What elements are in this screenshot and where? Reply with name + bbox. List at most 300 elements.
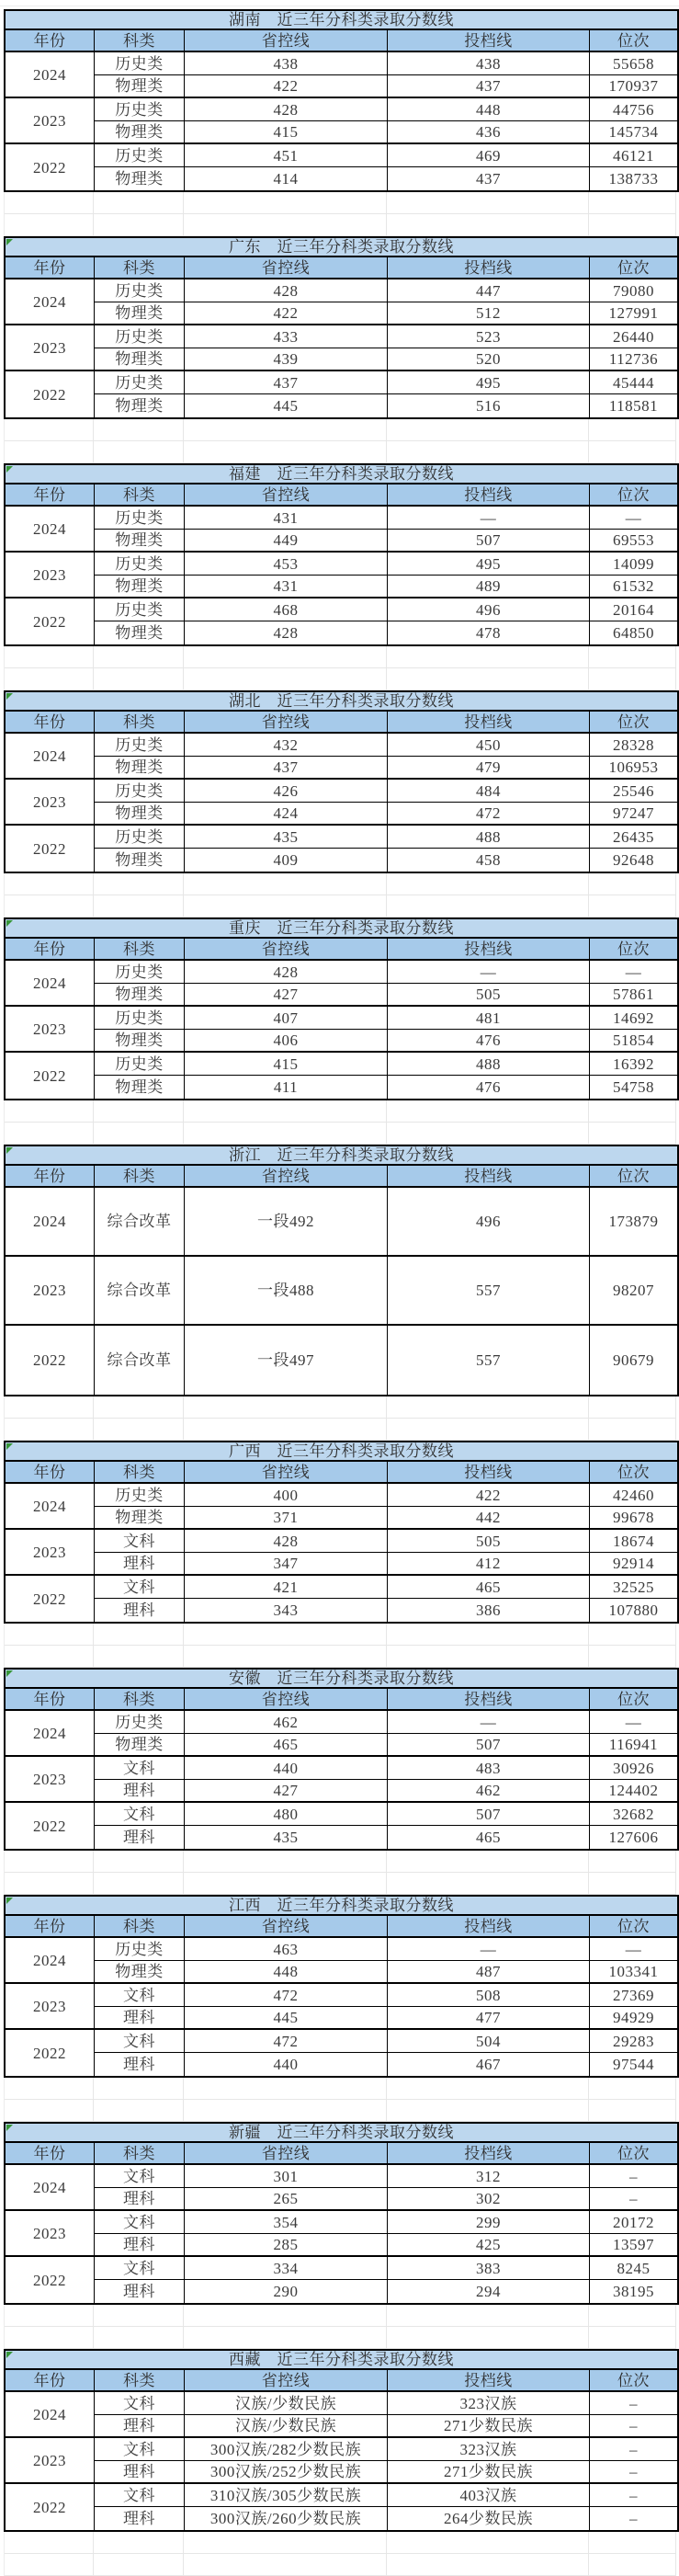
spacer-cell: [5, 2532, 94, 2554]
column-header-province-control-line: 省控线: [185, 939, 388, 961]
admission-line-cell: 507: [388, 530, 590, 553]
admission-line-cell: 465: [388, 1826, 590, 1849]
spacer-cell: [589, 1396, 676, 1419]
rank-cell: –: [590, 2415, 677, 2438]
score-table-fujian: [4, 463, 679, 646]
admission-line-cell: 557: [388, 1257, 590, 1326]
grid-spacer: [4, 1100, 678, 1145]
table-title: 湖南 近三年分科类录取分数线: [229, 11, 454, 28]
score-table-xizang: [4, 2349, 679, 2532]
spacer-cell: [589, 1100, 676, 1123]
table-title-cell: [6, 1442, 677, 1462]
rank-cell: 103341: [590, 1961, 677, 1984]
rank-cell: 64850: [613, 624, 654, 642]
control-line-cell: 427: [185, 1780, 388, 1803]
category-cell: 文科: [95, 1530, 185, 1553]
control-line-cell: 一段488: [185, 1257, 388, 1326]
spacer-cell: [94, 1419, 184, 1441]
grid-spacer: [4, 2305, 678, 2349]
column-header-category: 科类: [95, 712, 185, 734]
column-header-admission-line: 投档线: [388, 1462, 590, 1484]
year-cell: 2022: [6, 371, 95, 417]
spacer-cell: [5, 2100, 94, 2122]
category-cell: 理科: [95, 1826, 185, 1849]
admission-line-cell: 520: [388, 348, 590, 371]
spacer-cell: [5, 2554, 94, 2576]
spacer-cell: [184, 2327, 387, 2349]
rank-cell: –: [590, 2461, 677, 2484]
year-cell: 2024: [6, 507, 95, 553]
category-cell: 历史类: [95, 325, 185, 348]
rank-cell: 127606: [608, 1829, 659, 1846]
admission-line-cell: 422: [388, 1484, 590, 1507]
category-cell: 物理类: [95, 348, 185, 371]
admission-line-cell: 504: [388, 2030, 590, 2053]
spacer-cell: [184, 668, 387, 690]
column-header-rank: 位次: [590, 2370, 677, 2392]
corner-marker-icon: [6, 1443, 13, 1450]
control-line-cell: 424: [185, 803, 388, 826]
column-header-year: 年份: [6, 2370, 95, 2392]
control-line-cell: 432: [185, 734, 388, 757]
admission-line-cell: 425: [388, 2234, 590, 2257]
spacer-cell: [184, 419, 387, 441]
corner-marker-icon: [6, 920, 13, 927]
control-line-cell: 431: [185, 507, 388, 530]
spacer-cell: [94, 2532, 184, 2554]
admission-line-cell: 462: [388, 1780, 590, 1803]
category-cell: 物理类: [95, 803, 185, 826]
column-header-admission-line: 投档线: [388, 939, 590, 961]
rank-cell: 30926: [590, 1757, 677, 1780]
year-cell: 2024: [6, 1484, 95, 1530]
admission-line-cell: 508: [388, 1984, 590, 2007]
column-header-rank: 位次: [590, 30, 677, 52]
year-cell: 2024: [6, 2392, 95, 2438]
spacer-cell: [5, 646, 94, 668]
year-cell: 2023: [6, 1530, 95, 1576]
spacer-cell: [589, 1646, 676, 1668]
rank-cell: 61532: [590, 576, 677, 598]
admission-line-cell: 496: [388, 1188, 590, 1257]
control-line-cell: 468: [185, 598, 388, 621]
rank-cell: 170937: [590, 75, 677, 98]
year-cell: 2023: [6, 1257, 95, 1326]
admission-line-cell: 403汉族: [388, 2484, 590, 2507]
admission-line-cell: 302: [388, 2188, 590, 2211]
column-header-year: 年份: [6, 484, 95, 507]
category-cell: 理科: [95, 2188, 185, 2211]
corner-marker-icon: [6, 239, 13, 245]
spacer-cell: [589, 2100, 676, 2122]
rank-cell: 25546: [590, 780, 677, 803]
rank-cell: 20164: [590, 598, 677, 621]
corner-marker-icon: [6, 693, 13, 700]
sheet-top-margin: [0, 0, 679, 6]
rank-cell: 173879: [590, 1188, 677, 1257]
rank-cell: 69553: [590, 530, 677, 553]
admission-line-cell: 312: [388, 2165, 590, 2188]
admission-line-cell: 436: [388, 121, 590, 144]
spacer-cell: [184, 1851, 387, 1873]
spacer-cell: [5, 192, 94, 214]
rank-cell: 116941: [590, 1734, 677, 1757]
category-cell: 历史类: [95, 826, 185, 849]
grid-spacer: [4, 1851, 678, 1895]
grid-spacer: [4, 1396, 678, 1441]
corner-marker-icon: [6, 1147, 13, 1154]
category-cell: 物理类: [95, 757, 185, 780]
rank-cell: 26435: [590, 826, 677, 849]
admission-line-cell: 495: [388, 371, 590, 394]
control-line-cell: 一段497: [185, 1326, 388, 1395]
category-cell: 理科: [95, 2053, 185, 2076]
column-header-province-control-line: 省控线: [185, 30, 388, 52]
table-title-cell: [6, 2124, 677, 2143]
column-header-category: 科类: [95, 2370, 185, 2392]
category-cell: 综合改革: [95, 1326, 185, 1395]
category-cell: 物理类: [95, 121, 185, 144]
category-cell: 文科: [95, 2211, 185, 2234]
category-cell: 物理类: [95, 1734, 185, 1757]
admission-line-cell: 495: [388, 553, 590, 576]
score-table-guangxi: [4, 1441, 679, 1624]
rank-cell: 55658: [590, 52, 677, 75]
year-cell: 2022: [6, 826, 95, 872]
rank-cell: 90679: [613, 1351, 654, 1369]
year-cell: 2022: [6, 1326, 95, 1395]
year-cell: 2024: [6, 52, 95, 98]
table-title: 西藏 近三年分科类录取分数线: [229, 2351, 454, 2368]
spacer-cell: [387, 2554, 589, 2576]
spacer-cell: [589, 1851, 676, 1873]
spacer-cell: [5, 2327, 94, 2349]
column-header-year: 年份: [6, 1462, 95, 1484]
admission-line-cell: 472: [388, 803, 590, 826]
admission-line-cell: 271少数民族: [388, 2415, 590, 2438]
column-header-year: 年份: [6, 257, 95, 279]
rank-cell: 38195: [613, 2283, 654, 2300]
rank-cell: 124402: [590, 1780, 677, 1803]
column-header-category: 科类: [95, 30, 185, 52]
category-cell: 文科: [95, 1803, 185, 1826]
spacer-cell: [387, 2305, 589, 2327]
grid-spacer: [4, 192, 678, 236]
spacer-cell: [387, 668, 589, 690]
spacer-cell: [5, 1123, 94, 1145]
admission-line-cell: 383: [388, 2257, 590, 2280]
spacer-cell: [589, 873, 676, 895]
column-header-admission-line: 投档线: [388, 712, 590, 734]
admission-line-cell: 512: [388, 302, 590, 325]
spacer-cell: [5, 1851, 94, 1873]
control-line-cell: 409: [185, 849, 388, 872]
admission-line-cell: —: [388, 1938, 590, 1961]
control-line-cell: 汉族/少数民族: [185, 2415, 388, 2438]
admission-line-cell: 323汉族: [388, 2392, 590, 2415]
category-cell: 历史类: [95, 1938, 185, 1961]
column-header-province-control-line: 省控线: [185, 2143, 388, 2165]
score-table-zhejiang: [4, 1145, 679, 1396]
grid-spacer: [4, 2532, 678, 2576]
admission-line-cell: 437: [388, 75, 590, 98]
admission-line-cell: 448: [388, 98, 590, 121]
rank-cell: –: [590, 2438, 677, 2461]
year-cell: 2024: [6, 1938, 95, 1984]
admission-line-cell: 484: [388, 780, 590, 803]
control-line-cell: 428: [185, 961, 388, 984]
score-table-hunan: [4, 9, 679, 192]
year-cell: 2024: [6, 2165, 95, 2211]
spacer-cell: [184, 2554, 387, 2576]
corner-marker-icon: [6, 466, 13, 473]
score-table-xinjiang: [4, 2122, 679, 2305]
spacer-cell: [589, 2327, 676, 2349]
control-line-cell: 465: [185, 1734, 388, 1757]
spacer-cell: [184, 1100, 387, 1123]
spacer-cell: [387, 895, 589, 918]
column-header-year: 年份: [6, 30, 95, 52]
control-line-cell: 445: [185, 394, 388, 417]
control-line-cell: 427: [185, 984, 388, 1007]
spacer-cell: [184, 1419, 387, 1441]
spacer-cell: [387, 1851, 589, 1873]
admission-line-cell: 479: [388, 757, 590, 780]
category-cell: 理科: [95, 1553, 185, 1576]
spacer-cell: [94, 2100, 184, 2122]
spacer-cell: [387, 441, 589, 463]
spacer-cell: [387, 646, 589, 668]
admission-line-cell: —: [388, 507, 590, 530]
table-title: 安徽 近三年分科类录取分数线: [229, 1670, 454, 1687]
rank-cell: 97247: [590, 803, 677, 826]
control-line-cell: 414: [185, 167, 388, 190]
column-header-admission-line: 投档线: [388, 484, 590, 507]
spacer-cell: [5, 214, 94, 236]
control-line-cell: 300汉族/252少数民族: [185, 2461, 388, 2484]
control-line-cell: 449: [185, 530, 388, 553]
category-cell: 历史类: [95, 1053, 185, 1076]
rank-cell: –: [629, 2510, 638, 2527]
rank-cell: 27369: [590, 1984, 677, 2007]
spacer-cell: [94, 192, 184, 214]
category-cell: 物理类: [95, 302, 185, 325]
category-cell: 理科: [95, 2415, 185, 2438]
category-cell: 历史类: [95, 371, 185, 394]
year-cell: 2022: [6, 2484, 95, 2530]
spacer-cell: [94, 1624, 184, 1646]
spacer-cell: [5, 1646, 94, 1668]
column-header-year: 年份: [6, 1166, 95, 1188]
year-cell: 2023: [6, 1757, 95, 1803]
admission-line-cell: 450: [388, 734, 590, 757]
rank-cell: 13597: [590, 2234, 677, 2257]
control-line-cell: 480: [185, 1803, 388, 1826]
column-header-province-control-line: 省控线: [185, 257, 388, 279]
spacer-cell: [387, 1100, 589, 1123]
spacer-cell: [589, 192, 676, 214]
spacer-cell: [387, 2327, 589, 2349]
control-line-cell: 347: [185, 1553, 388, 1576]
admission-line-cell: 557: [388, 1326, 590, 1395]
spacer-cell: [589, 2554, 676, 2576]
spacer-cell: [184, 1624, 387, 1646]
column-header-admission-line: 投档线: [388, 1689, 590, 1711]
control-line-cell: 343: [185, 1599, 388, 1622]
category-cell: 物理类: [95, 576, 185, 598]
rank-cell: —: [590, 1938, 677, 1961]
spacer-cell: [387, 1123, 589, 1145]
rank-cell: 112736: [590, 348, 677, 371]
control-line-cell: 428: [185, 279, 388, 302]
admission-line-cell: —: [388, 1711, 590, 1734]
column-header-admission-line: 投档线: [388, 2370, 590, 2392]
rank-cell: –: [590, 2165, 677, 2188]
admission-line-cell: 487: [388, 1961, 590, 1984]
rank-cell: 94929: [590, 2007, 677, 2030]
column-header-year: 年份: [6, 712, 95, 734]
spacer-cell: [5, 873, 94, 895]
table-title-cell: [6, 692, 677, 712]
admission-line-cell: 516: [388, 394, 590, 417]
category-cell: 理科: [95, 2461, 185, 2484]
admission-line-cell: 271少数民族: [388, 2461, 590, 2484]
spacer-cell: [387, 873, 589, 895]
category-cell: 文科: [95, 1757, 185, 1780]
year-cell: 2023: [6, 553, 95, 598]
spacer-cell: [94, 1851, 184, 1873]
spacer-cell: [387, 1624, 589, 1646]
category-cell: 历史类: [95, 780, 185, 803]
category-cell: 历史类: [95, 1711, 185, 1734]
spacer-cell: [387, 2078, 589, 2100]
rank-cell: 32682: [590, 1803, 677, 1826]
control-line-cell: 265: [185, 2188, 388, 2211]
category-cell: 历史类: [95, 52, 185, 75]
spacer-cell: [5, 2305, 94, 2327]
rank-cell: 14692: [590, 1007, 677, 1030]
spacer-cell: [94, 1646, 184, 1668]
rank-cell: 97544: [613, 2056, 654, 2073]
spacer-cell: [387, 1873, 589, 1895]
rank-cell: 42460: [590, 1484, 677, 1507]
rank-cell: 14099: [590, 553, 677, 576]
corner-marker-icon: [6, 2352, 13, 2358]
admission-line-cell: 323汉族: [388, 2438, 590, 2461]
spacer-cell: [589, 214, 676, 236]
column-header-rank: 位次: [590, 1916, 677, 1938]
spacer-cell: [5, 1100, 94, 1123]
column-header-province-control-line: 省控线: [185, 1462, 388, 1484]
table-title: 新疆 近三年分科类录取分数线: [229, 2124, 454, 2141]
year-cell: 2023: [6, 780, 95, 826]
control-line-cell: 431: [185, 576, 388, 598]
spacer-cell: [387, 1419, 589, 1441]
year-cell: 2023: [6, 2211, 95, 2257]
admission-line-cell: 294: [388, 2280, 590, 2303]
category-cell: 物理类: [95, 1961, 185, 1984]
category-cell: 物理类: [95, 1507, 185, 1530]
category-cell: 文科: [95, 2438, 185, 2461]
spacer-cell: [94, 668, 184, 690]
control-line-cell: 440: [185, 2053, 388, 2076]
control-line-cell: 400: [185, 1484, 388, 1507]
control-line-cell: 463: [185, 1938, 388, 1961]
corner-marker-icon: [6, 2125, 13, 2131]
column-header-admission-line: 投档线: [388, 1166, 590, 1188]
column-header-province-control-line: 省控线: [185, 1916, 388, 1938]
grid-spacer: [4, 646, 678, 690]
table-title: 广西 近三年分科类录取分数线: [229, 1442, 454, 1460]
control-line-cell: 301: [185, 2165, 388, 2188]
spacer-cell: [184, 2078, 387, 2100]
spacer-cell: [94, 646, 184, 668]
column-header-category: 科类: [95, 1166, 185, 1188]
category-cell: 历史类: [95, 553, 185, 576]
table-title-cell: [6, 238, 677, 257]
rank-cell: 145734: [590, 121, 677, 144]
spacer-cell: [94, 873, 184, 895]
spacer-cell: [94, 2305, 184, 2327]
control-line-cell: 300汉族/260少数民族: [185, 2507, 388, 2530]
control-line-cell: 411: [185, 1076, 388, 1099]
spacer-cell: [184, 214, 387, 236]
category-cell: 物理类: [95, 621, 185, 644]
column-header-rank: 位次: [590, 484, 677, 507]
control-line-cell: 445: [185, 2007, 388, 2030]
category-cell: 文科: [95, 2165, 185, 2188]
table-title: 湖北 近三年分科类录取分数线: [229, 692, 454, 710]
rank-cell: 29283: [590, 2030, 677, 2053]
category-cell: 历史类: [95, 961, 185, 984]
table-title-cell: [6, 1146, 677, 1166]
table-title: 江西 近三年分科类录取分数线: [229, 1897, 454, 1914]
control-line-cell: 438: [185, 52, 388, 75]
year-cell: 2024: [6, 961, 95, 1007]
admission-line-cell: 481: [388, 1007, 590, 1030]
spacer-cell: [94, 1100, 184, 1123]
column-header-category: 科类: [95, 1462, 185, 1484]
spacer-cell: [94, 1396, 184, 1419]
spacer-cell: [5, 895, 94, 918]
category-cell: 历史类: [95, 98, 185, 121]
column-header-province-control-line: 省控线: [185, 712, 388, 734]
admission-line-cell: 505: [388, 1530, 590, 1553]
category-cell: 文科: [95, 2484, 185, 2507]
year-cell: 2024: [6, 1188, 95, 1257]
control-line-cell: 334: [185, 2257, 388, 2280]
control-line-cell: 371: [185, 1507, 388, 1530]
control-line-cell: 428: [185, 621, 388, 644]
spacer-cell: [94, 2078, 184, 2100]
column-header-admission-line: 投档线: [388, 30, 590, 52]
category-cell: 物理类: [95, 167, 185, 190]
rank-cell: 138733: [608, 170, 659, 188]
control-line-cell: 448: [185, 1961, 388, 1984]
control-line-cell: 300汉族/282少数民族: [185, 2438, 388, 2461]
column-header-rank: 位次: [590, 257, 677, 279]
category-cell: 历史类: [95, 1007, 185, 1030]
spacer-cell: [184, 1646, 387, 1668]
table-title: 浙江 近三年分科类录取分数线: [229, 1146, 454, 1164]
table-title-cell: [6, 2351, 677, 2370]
rank-cell: 16392: [590, 1053, 677, 1076]
admission-line-cell: 488: [388, 1053, 590, 1076]
column-header-province-control-line: 省控线: [185, 1689, 388, 1711]
column-header-rank: 位次: [590, 712, 677, 734]
year-cell: 2023: [6, 1007, 95, 1053]
spacer-cell: [184, 2100, 387, 2122]
